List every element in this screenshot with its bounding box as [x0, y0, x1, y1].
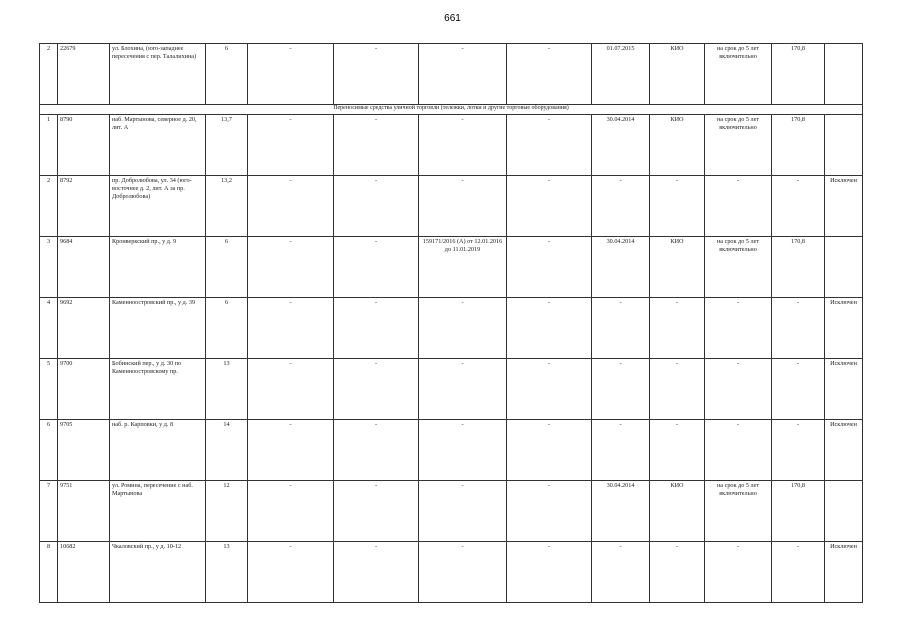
cell-c5: - [248, 237, 334, 298]
cell-addr: Бобинский пер., у д. 30 по Каменноостровскому пр. [110, 359, 206, 420]
cell-c5: - [248, 298, 334, 359]
cell-org: КИО [650, 237, 705, 298]
cell-num: 2 [40, 44, 58, 105]
cell-date: 30.04.2014 [592, 115, 650, 176]
cell-val: 170,8 [772, 44, 825, 105]
cell-id: 9705 [58, 420, 110, 481]
cell-id: 10682 [58, 542, 110, 603]
cell-c7: - [419, 420, 507, 481]
cell-val: 170,8 [772, 481, 825, 542]
table-row [40, 359, 863, 420]
cell-term: на срок до 5 лет включительно [705, 237, 772, 298]
cell-c5: - [248, 44, 334, 105]
cell-num: 6 [40, 420, 58, 481]
cell-c8: - [507, 359, 592, 420]
cell-c5: - [248, 481, 334, 542]
cell-note [825, 481, 863, 542]
cell-addr: Чкаловский пр., у д. 10-12 [110, 542, 206, 603]
cell-id: 9751 [58, 481, 110, 542]
cell-org: КИО [650, 44, 705, 105]
cell-num: 5 [40, 359, 58, 420]
cell-val: - [772, 298, 825, 359]
cell-org: - [650, 359, 705, 420]
cell-c8: - [507, 44, 592, 105]
cell-c5: - [248, 176, 334, 237]
cell-num: 8 [40, 542, 58, 603]
table-row [40, 44, 863, 105]
cell-area: 13,7 [206, 115, 248, 176]
cell-term: - [705, 176, 772, 237]
cell-val: - [772, 542, 825, 603]
cell-date: - [592, 176, 650, 237]
cell-id: 9700 [58, 359, 110, 420]
cell-date: - [592, 542, 650, 603]
cell-area: 6 [206, 298, 248, 359]
cell-note: Исключен [825, 542, 863, 603]
cell-c6: - [334, 359, 419, 420]
cell-num: 7 [40, 481, 58, 542]
cell-date: 01.07.2015 [592, 44, 650, 105]
cell-c8: - [507, 481, 592, 542]
table-body [40, 44, 863, 603]
cell-addr: пр. Добролюбова, ул. 34 (юго-восточнее д. 2, лит. А за пр. Добролюбова) [110, 176, 206, 237]
cell-term: на срок до 5 лет включительно [705, 115, 772, 176]
table-row [40, 481, 863, 542]
cell-note [825, 44, 863, 105]
cell-date: 30.04.2014 [592, 481, 650, 542]
table-row [40, 115, 863, 176]
cell-num: 3 [40, 237, 58, 298]
cell-date: - [592, 298, 650, 359]
cell-id: 22679 [58, 44, 110, 105]
cell-id: 9684 [58, 237, 110, 298]
cell-addr: наб. р. Карповки, у д. 8 [110, 420, 206, 481]
cell-note: Исключен [825, 298, 863, 359]
cell-area: 13 [206, 542, 248, 603]
cell-c6: - [334, 298, 419, 359]
cell-c7: - [419, 481, 507, 542]
cell-date: - [592, 420, 650, 481]
cell-c8: - [507, 542, 592, 603]
cell-c7: - [419, 542, 507, 603]
registry-table [39, 43, 863, 603]
cell-c6: - [334, 44, 419, 105]
cell-org: - [650, 176, 705, 237]
cell-addr: наб. Мартынова, северное д. 20, лит. А [110, 115, 206, 176]
cell-c5: - [248, 359, 334, 420]
cell-c8: - [507, 237, 592, 298]
cell-note: Исключен [825, 420, 863, 481]
cell-date: - [592, 359, 650, 420]
table-row [40, 176, 863, 237]
cell-org: - [650, 298, 705, 359]
cell-val: 170,8 [772, 115, 825, 176]
cell-org: КИО [650, 115, 705, 176]
cell-val: - [772, 176, 825, 237]
cell-c7: - [419, 298, 507, 359]
cell-org: КИО [650, 481, 705, 542]
page-number: 661 [444, 13, 461, 24]
cell-c5: - [248, 420, 334, 481]
cell-c8: - [507, 298, 592, 359]
cell-area: 6 [206, 44, 248, 105]
cell-num: 1 [40, 115, 58, 176]
cell-c6: - [334, 542, 419, 603]
cell-area: 6 [206, 237, 248, 298]
cell-org: - [650, 542, 705, 603]
cell-addr: ул. Блохина, (юго-западнее пересечения с пер. Талалихина) [110, 44, 206, 105]
cell-c6: - [334, 420, 419, 481]
cell-c7: - [419, 359, 507, 420]
cell-val: - [772, 359, 825, 420]
cell-c6: - [334, 115, 419, 176]
cell-c7: 159171/2016 (А) от 12.01.2016 до 11.01.2019 [419, 237, 507, 298]
cell-c8: - [507, 176, 592, 237]
cell-addr: Каменноостровский пр., у д. 39 [110, 298, 206, 359]
cell-note [825, 115, 863, 176]
cell-c8: - [507, 115, 592, 176]
table-row [40, 542, 863, 603]
cell-area: 13,2 [206, 176, 248, 237]
section-header-row [40, 105, 863, 115]
cell-org: - [650, 420, 705, 481]
cell-term: на срок до 5 лет включительно [705, 44, 772, 105]
section-header: Переносимые средства уличной торговли (тележки, лотки и другие торговые оборудования) [40, 105, 863, 115]
cell-num: 4 [40, 298, 58, 359]
cell-c6: - [334, 481, 419, 542]
cell-c6: - [334, 176, 419, 237]
table-row [40, 298, 863, 359]
cell-area: 13 [206, 359, 248, 420]
cell-val: - [772, 420, 825, 481]
cell-id: 9692 [58, 298, 110, 359]
cell-term: на срок до 5 лет включительно [705, 481, 772, 542]
cell-c8: - [507, 420, 592, 481]
cell-c5: - [248, 542, 334, 603]
cell-term: - [705, 420, 772, 481]
cell-term: - [705, 298, 772, 359]
cell-note: Исключен [825, 359, 863, 420]
cell-c7: - [419, 115, 507, 176]
cell-area: 12 [206, 481, 248, 542]
cell-c5: - [248, 115, 334, 176]
cell-addr: ул. Ромина, пересечение с наб. Мартынова [110, 481, 206, 542]
cell-date: 30.04.2014 [592, 237, 650, 298]
cell-area: 14 [206, 420, 248, 481]
cell-c7: - [419, 176, 507, 237]
cell-addr: Кронверкский пр., у д. 9 [110, 237, 206, 298]
cell-term: - [705, 359, 772, 420]
cell-val: 170,8 [772, 237, 825, 298]
cell-c6: - [334, 237, 419, 298]
cell-term: - [705, 542, 772, 603]
cell-id: 8792 [58, 176, 110, 237]
cell-id: 8790 [58, 115, 110, 176]
cell-c7: - [419, 44, 507, 105]
cell-num: 2 [40, 176, 58, 237]
cell-note [825, 237, 863, 298]
table-row [40, 237, 863, 298]
table-row [40, 420, 863, 481]
cell-note: Исключен [825, 176, 863, 237]
